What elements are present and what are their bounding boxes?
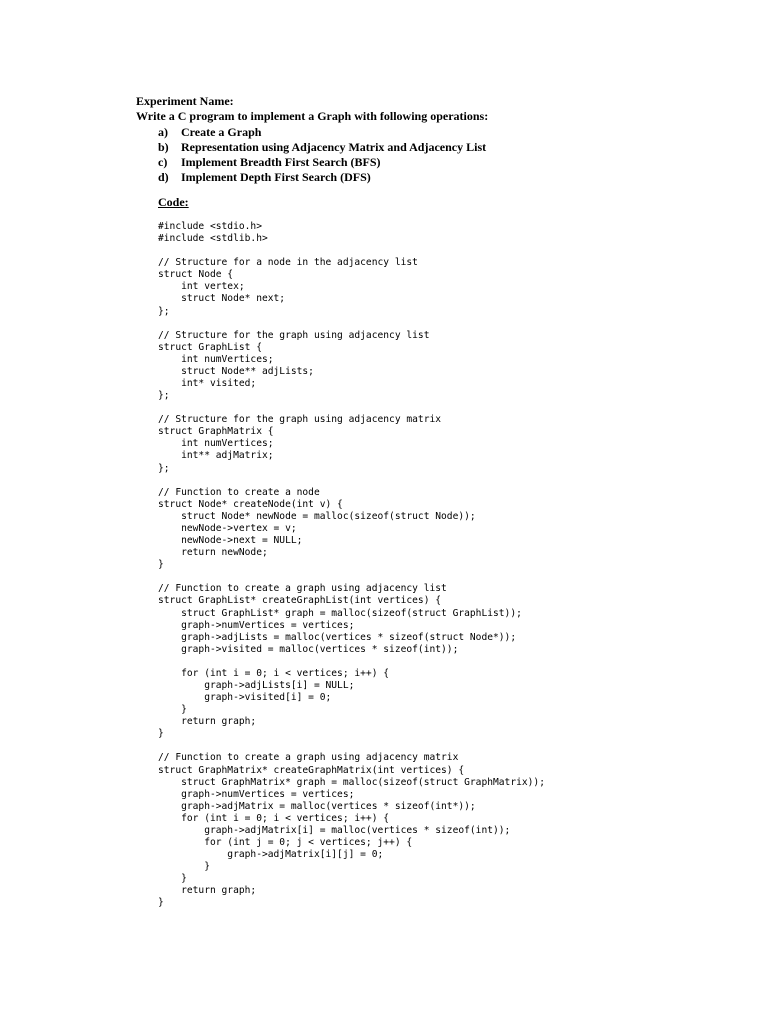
operation-letter: d) (158, 170, 169, 185)
experiment-title: Write a C program to implement a Graph with following operations: (136, 109, 489, 124)
code-line: struct GraphList* createGraphList(int vertices) { (158, 595, 442, 607)
operation-text: Representation using Adjacency Matrix and Adjacency List (181, 139, 487, 154)
code-listing (158, 221, 748, 909)
operations-list (136, 125, 736, 186)
experiment-header (136, 94, 736, 186)
code-line: struct Node* createNode(int v) { (158, 498, 343, 510)
code-line: for (int i = 0; i < vertices; i++) { (158, 812, 390, 824)
code-line: struct Node* next; (158, 293, 286, 305)
code-line: graph->adjLists = malloc(vertices * sizeof(struct Node*)); (158, 631, 517, 643)
code-line: // Function to create a node (158, 486, 320, 498)
code-line: }; (158, 390, 170, 402)
code-line: graph->visited[i] = 0; (158, 692, 332, 704)
code-line: }; (158, 462, 170, 474)
code-line: } (158, 861, 210, 873)
code-line: for (int j = 0; j < vertices; j++) { (158, 836, 413, 848)
code-line: // Function to create a graph using adjacency list (158, 583, 447, 595)
code-line: return newNode; (158, 547, 268, 559)
operation-item (136, 140, 736, 155)
code-line: graph->numVertices = vertices; (158, 619, 355, 631)
code-line: // Structure for the graph using adjacency matrix (158, 414, 442, 426)
code-line: // Structure for a node in the adjacency list (158, 257, 418, 269)
code-line: struct Node** adjLists; (158, 365, 314, 377)
code-line: for (int i = 0; i < vertices; i++) { (158, 667, 390, 679)
code-line: int numVertices; (158, 353, 274, 365)
code-line: struct Node { (158, 269, 234, 281)
code-line: int** adjMatrix; (158, 450, 274, 462)
code-heading: Code: (158, 195, 189, 209)
code-line: graph->adjMatrix[i][j] = 0; (158, 849, 384, 861)
code-line (158, 740, 748, 752)
operation-text: Implement Depth First Search (DFS) (181, 170, 371, 185)
operation-item (136, 125, 736, 140)
code-line: } (158, 728, 164, 740)
operation-item (136, 155, 736, 170)
code-line: graph->adjMatrix[i] = malloc(vertices * sizeof(int)); (158, 824, 511, 836)
code-line (158, 656, 748, 668)
code-line: return graph; (158, 885, 257, 897)
code-line: return graph; (158, 716, 257, 728)
code-line: struct GraphList { (158, 341, 262, 353)
code-line: #include <stdio.h> (158, 221, 262, 232)
code-line: struct GraphMatrix* graph = malloc(sizeof(struct GraphMatrix)); (158, 776, 545, 788)
code-line: }; (158, 305, 170, 317)
code-line: struct GraphList* graph = malloc(sizeof(struct GraphList)); (158, 607, 522, 619)
code-line: } (158, 897, 164, 909)
code-line: struct GraphMatrix { (158, 426, 274, 438)
code-line: // Function to create a graph using adjacency matrix (158, 752, 459, 764)
code-line: struct GraphMatrix* createGraphMatrix(int vertices) { (158, 764, 465, 776)
code-line: int* visited; (158, 378, 257, 390)
code-line (158, 318, 748, 330)
code-line (158, 571, 748, 583)
code-line: graph->adjMatrix = malloc(vertices * sizeof(int*)); (158, 800, 476, 812)
code-line: // Structure for the graph using adjacency list (158, 329, 430, 341)
code-line: } (158, 873, 187, 885)
code-line: } (158, 559, 164, 571)
code-line (158, 245, 748, 257)
experiment-name-label: Experiment Name: (136, 94, 234, 108)
operation-item (136, 170, 736, 185)
operation-letter: c) (158, 155, 168, 170)
operation-letter: a) (158, 124, 168, 139)
operation-text: Implement Breadth First Search (BFS) (181, 155, 381, 170)
code-line (158, 475, 748, 487)
code-line: int vertex; (158, 281, 245, 293)
code-line: graph->numVertices = vertices; (158, 788, 355, 800)
code-line: graph->visited = malloc(vertices * sizeof(int)); (158, 643, 459, 655)
code-line: #include <stdlib.h> (158, 233, 268, 245)
code-line: struct Node* newNode = malloc(sizeof(struct Node)); (158, 510, 476, 522)
code-line: newNode->vertex = v; (158, 522, 297, 534)
operation-letter: b) (158, 139, 169, 154)
code-line (158, 402, 748, 414)
operation-text: Create a Graph (181, 124, 262, 139)
code-line: int numVertices; (158, 438, 274, 450)
code-line: graph->adjLists[i] = NULL; (158, 679, 355, 691)
code-line: } (158, 704, 187, 716)
code-line: newNode->next = NULL; (158, 535, 303, 547)
